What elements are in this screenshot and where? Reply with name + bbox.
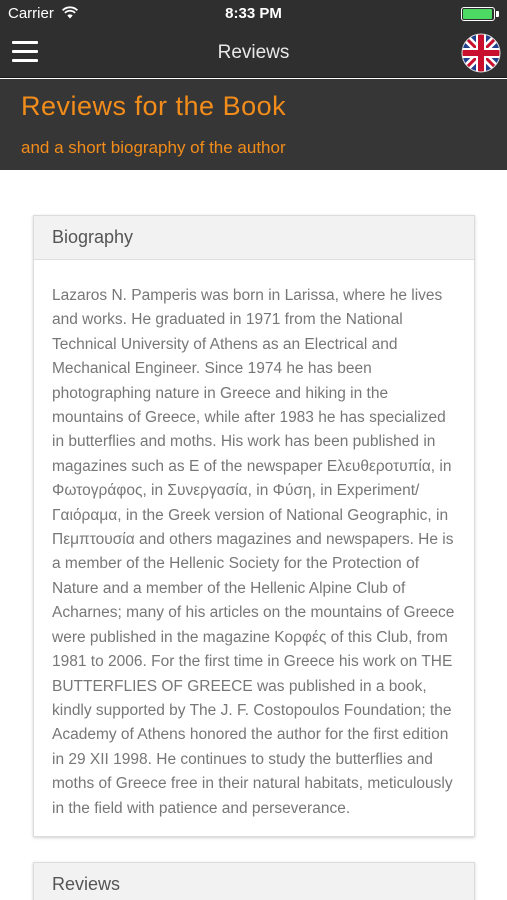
page-title: Reviews for the Book <box>21 91 287 121</box>
nav-title: Reviews <box>217 42 290 63</box>
status-bar <box>0 0 507 28</box>
biography-text: Lazaros N. Pamperis was born in Larissa, where he lives and works. He graduated in 1971 from the National Technical University of Athens as an Electrical and Mechanical Engineer. Since 1974 he has been photographing nature in Greece and hiking in the mountains of Greece, while after 1983 he has specialized in butterflies and moths. His work has been published in magazines such as E of the newspaper Ελευθεροτυπία, in Φωτογράφος, in Συνεργασία, in Φύση, in Experiment/Γαιόραμα, in the Greek version of National Geographic, in Πεμπτουσία and others magazines and newspapers. He is a member of the Hellenic Society for the Protection of Nature and a member of the Hellenic Alpine Club of Acharnes; many of his articles on the mountains of Greece were published in the magazine Κορφές of this Club, from 1981 to 2006. For the first time in Greece his work on THE BUTTERFLIES OF GREECE was published in a book, kindly supported by The J. F. Costopoulos Foundation; the Academy of Athens honored the author for the first edition in 29 XII 1998. He continues to study the butterflies and moths of Greece free in their natural habitats, meticulously in the field with patience and perseverance. <box>52 287 455 817</box>
reviews-card[interactable] <box>33 862 475 900</box>
uk-flag-icon[interactable] <box>461 33 501 73</box>
biography-card <box>33 215 475 837</box>
nav-bar <box>0 28 507 78</box>
page-subtitle: and a short biography of the author <box>21 138 286 157</box>
battery-icon <box>461 7 499 21</box>
page-header <box>0 79 507 170</box>
biography-heading: Biography <box>34 216 474 260</box>
reviews-heading: Reviews <box>34 863 474 900</box>
carrier-label: Carrier <box>8 5 54 22</box>
status-time: 8:33 PM <box>225 5 282 22</box>
